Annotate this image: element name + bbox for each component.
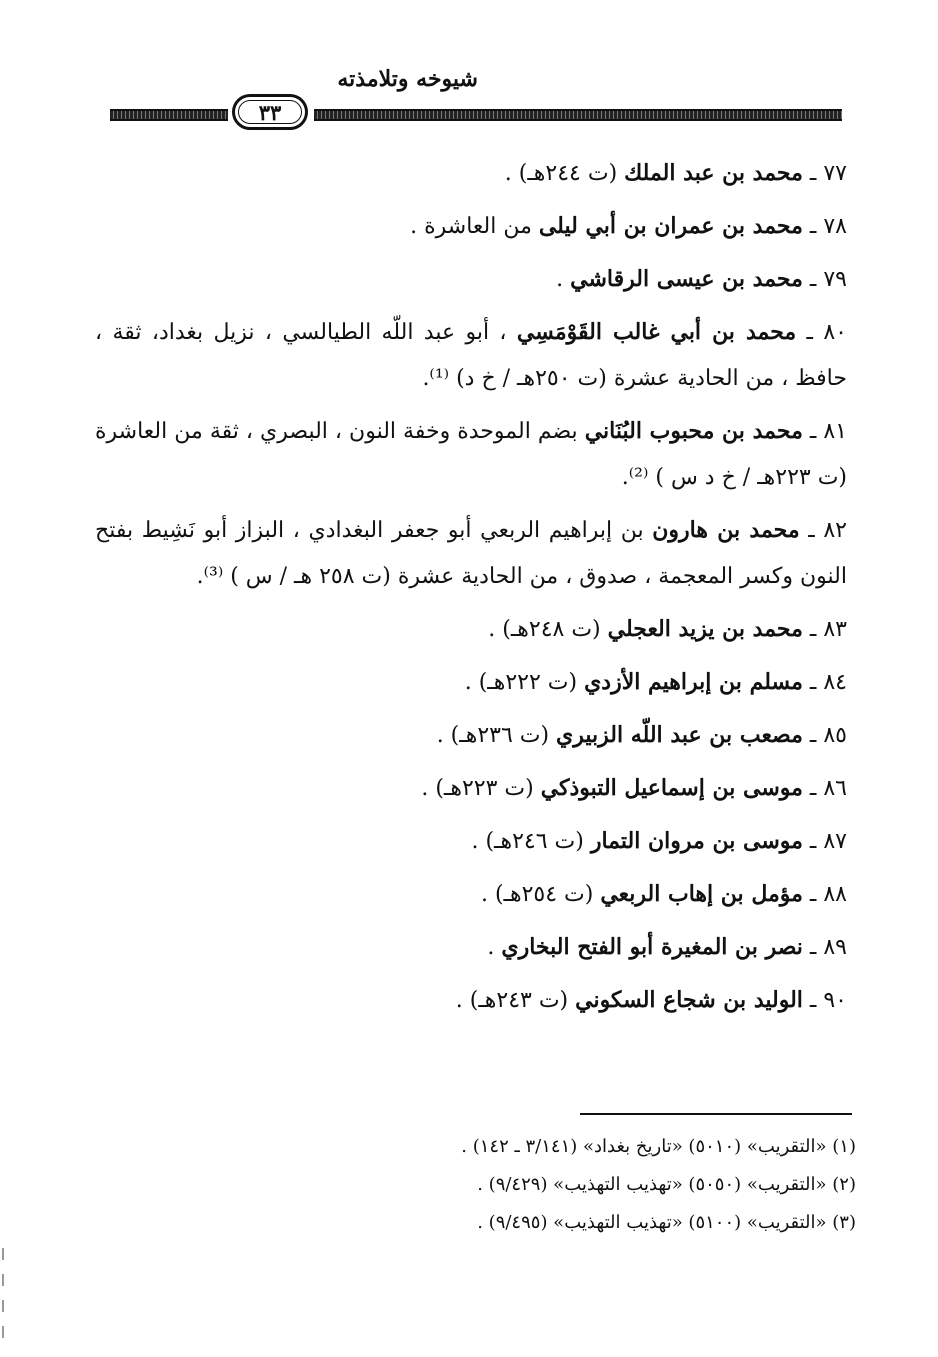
entry-details: بن إبراهيم الربعي أبو جعفر البغدادي ، البزاز أبو نَشِيط بفتح النون وكسر المعجمة ، صدوق ، من الحادية عشرة (ت ٢٥٨ هـ / س ) ⁽³⁾. [95, 518, 847, 589]
entry-details: . [556, 267, 571, 292]
entry-name: موسى بن مروان التمار [590, 828, 803, 854]
entry-name: محمد بن عمران بن أبي ليلى [538, 213, 803, 239]
entry-details: (ت ٢٤٨هـ) . [488, 617, 608, 642]
entry-number: ٨٩ [823, 935, 847, 960]
entry-number: ٨٢ [823, 518, 847, 543]
list-item: ٨٤ ـ مسلم بن إبراهيم الأزدي (ت ٢٢٢هـ) . [464, 669, 847, 695]
entry-name: مسلم بن إبراهيم الأزدي [584, 669, 803, 695]
list-item: ٨٠ ـ محمد بن أبي غالب القَوْمَسِي ، أبو عبد اللّه الطيالسي ، نزيل بغداد، ثقة ، حافظ ، من الحادية عشرة (ت ٢٥٠هـ / خ د) ⁽¹⁾. [95, 319, 847, 391]
entry-name: محمد بن عبد الملك [624, 160, 803, 186]
entry-number: ٨٧ [823, 829, 847, 854]
entry-details: (ت ٢٢٢هـ) . [464, 670, 585, 695]
running-title: شيوخه وتلامذته [337, 66, 478, 92]
footnotes [96, 1128, 856, 1242]
list-item: ٨٢ ـ محمد بن هارون بن إبراهيم الربعي أبو جعفر البغدادي ، البزاز أبو نَشِيط بفتح النون وكسر المعجمة ، صدوق ، من الحادية عشرة (ت ٢٥٨ هـ / س ) ⁽³⁾. [95, 517, 847, 589]
footnote-separator [580, 1113, 852, 1115]
entry-number: ٨٥ [823, 723, 847, 748]
footnote-3: (٣) «التقريب» (٥١٠٠) «تهذيب التهذيب» (٩/٤٩٥) . [477, 1212, 856, 1233]
entry-number: ٨٨ [823, 882, 847, 907]
list-item: ٧٨ ـ محمد بن عمران بن أبي ليلى من العاشرة . [410, 213, 847, 239]
page-number: ٣٣ [258, 99, 282, 125]
header-rule-right [314, 109, 842, 121]
entry-name: محمد بن أبي غالب القَوْمَسِي [516, 319, 797, 345]
entry-details: . [487, 935, 502, 960]
scan-edge-marks [2, 1248, 4, 1348]
entry-number: ٨٠ [823, 320, 847, 345]
list-item: ٨٣ ـ محمد بن يزيد العجلي (ت ٢٤٨هـ) . [488, 616, 847, 642]
entry-number: ٧٩ [823, 267, 847, 292]
narrator-list [95, 150, 847, 1030]
footnote-2: (٢) «التقريب» (٥٠٥٠) «تهذيب التهذيب» (٩/٤٢٩) . [477, 1174, 856, 1195]
entry-number: ٩٠ [823, 988, 847, 1013]
list-item: ٧٧ ـ محمد بن عبد الملك (ت ٢٤٤هـ) . [504, 160, 847, 186]
list-item: ٨٧ ـ موسى بن مروان التمار (ت ٢٤٦هـ) . [471, 828, 847, 854]
entry-number: ٧٧ [823, 161, 847, 186]
entry-details: من العاشرة . [410, 214, 539, 239]
list-item: ٩٠ ـ الوليد بن شجاع السكوني (ت ٢٤٣هـ) . [455, 987, 847, 1013]
list-item: ٨٦ ـ موسى بن إسماعيل التبوذكي (ت ٢٢٣هـ) . [421, 775, 847, 801]
entry-details: (ت ٢٤٦هـ) . [471, 829, 591, 854]
entry-name: مصعب بن عبد اللّه الزبيري [556, 722, 803, 748]
entry-details: ، أبو عبد اللّه الطيالسي ، نزيل بغداد، ثقة ، حافظ ، من الحادية عشرة (ت ٢٥٠هـ / خ د) ⁽¹⁾. [95, 320, 847, 391]
list-item: ٨٥ ـ مصعب بن عبد اللّه الزبيري (ت ٢٣٦هـ) . [436, 722, 847, 748]
list-item: ٨٨ ـ مؤمل بن إهاب الربعي (ت ٢٥٤هـ) . [480, 881, 847, 907]
footnote-1: (١) «التقريب» (٥٠١٠) «تاريخ بغداد» (٣/١٤١ ـ ١٤٢) . [461, 1136, 856, 1157]
entry-number: ٧٨ [823, 214, 847, 239]
entry-name: مؤمل بن إهاب الربعي [600, 881, 803, 907]
entry-details: (ت ٢٤٣هـ) . [455, 988, 576, 1013]
page-number-badge [232, 94, 308, 130]
entry-number: ٨٦ [823, 776, 847, 801]
entry-number: ٨١ [823, 419, 847, 444]
entry-name: محمد بن عيسى الرقاشي [570, 266, 803, 292]
list-item: ٨٩ ـ نصر بن المغيرة أبو الفتح البخاري . [487, 934, 847, 960]
entry-name: موسى بن إسماعيل التبوذكي [540, 775, 803, 801]
header-rule-left [110, 109, 228, 121]
entry-details: (ت ٢٤٤هـ) . [504, 161, 625, 186]
entry-name: محمد بن هارون [652, 517, 800, 543]
entry-number: ٨٤ [823, 670, 847, 695]
entry-name: محمد بن محبوب البُنَاني [584, 418, 803, 444]
entry-details: (ت ٢٢٣هـ) . [421, 776, 541, 801]
entry-details: (ت ٢٣٦هـ) . [436, 723, 557, 748]
entry-number: ٨٣ [823, 617, 847, 642]
entry-details: بضم الموحدة وخفة النون ، البصري ، ثقة من العاشرة (ت ٢٢٣هـ / خ د س ) ⁽²⁾. [95, 419, 847, 490]
entry-details: (ت ٢٥٤هـ) . [480, 882, 601, 907]
entry-name: الوليد بن شجاع السكوني [575, 987, 803, 1013]
list-item: ٧٩ ـ محمد بن عيسى الرقاشي . [556, 266, 847, 292]
entry-name: نصر بن المغيرة أبو الفتح البخاري [501, 934, 803, 960]
entry-name: محمد بن يزيد العجلي [607, 616, 803, 642]
list-item: ٨١ ـ محمد بن محبوب البُنَاني بضم الموحدة وخفة النون ، البصري ، ثقة من العاشرة (ت ٢٢٣هـ / خ د س ) ⁽²⁾. [95, 418, 847, 490]
